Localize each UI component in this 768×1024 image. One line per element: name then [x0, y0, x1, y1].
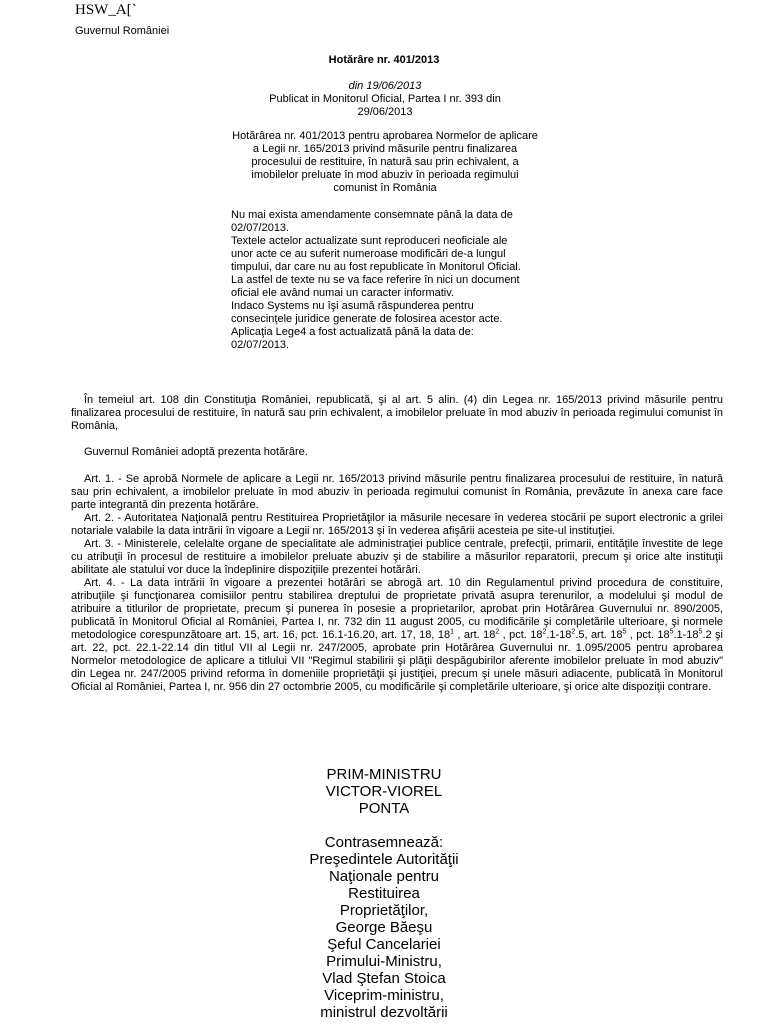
countersign-line: Şeful Cancelariei: [327, 936, 441, 953]
superscript: 5: [669, 628, 674, 636]
legal-basis-text: În temeiul art. 108 din Constituţia României, republicată, şi al art. 5 alin. (4) din Legea nr. 165/2013 privind măsurile pentru finalizarea procesului de restituire, în natură sau prin echivalent, a imobilelor preluate în mod abuziv în perioada regimului comunist în România,: [71, 394, 723, 432]
document-title: Hotărâre nr. 401/2013: [328, 54, 440, 66]
superscript: 1: [450, 628, 454, 636]
spacer: [0, 817, 768, 834]
signatory-role: PRIM-MINISTRU: [326, 766, 442, 783]
issue-date: din 19/06/2013: [348, 80, 422, 92]
document-summary: Hotărârea nr. 401/2013 pentru aprobarea Normelor de aplicare a Legii nr. 165/2013 privind măsurile pentru finalizarea procesului de restituire, în natură sau prin echivalent, a imobilelor preluate în mod abuziv în perioada regimului comunist în România: [232, 130, 538, 194]
signatory-name-1: VICTOR-VIOREL: [325, 783, 443, 800]
superscript: 2: [495, 628, 500, 636]
articles: [71, 473, 723, 694]
article-4-part: .2 şi art. 22, pct. 22.1-22.14 din titlul VII al Legii nr. 247/2005, aprobate prin Hotărârea Guvernului nr. 1.095/2005 pentru aprobarea Normelor metodologice de aplicare a titlului VII "Regimul stabilirii şi plăţii despăgubirilor aferente imobilelor preluate în mod abuziv" din Legea nr. 247/2005 privind reforma în domeniile proprietăţii şi justiţiei, precum şi unele măsuri adiacente, publicată în Monitorul Oficial al României, Partea I, nr. 956 din 27 octombrie 2005, cu modificările şi completările ulterioare, şi orice alte dispoziţii contrare.: [71, 629, 723, 693]
notice-liability: Indaco Systems nu îşi asumă răspunderea pentru consecinţele juridice generate de folosirea acestor acte.: [231, 300, 503, 325]
countersign-line: Naţionale pentru: [328, 868, 440, 885]
superscript: 2: [542, 628, 547, 636]
countersign-line: Primului-Ministru,: [326, 953, 442, 970]
document-code: HSW_A[`: [75, 2, 137, 18]
article-4: [71, 577, 723, 694]
adoption-statement: [71, 446, 723, 459]
countersign-line: Preşedintele Autorităţii: [309, 851, 459, 868]
article-4-part: .5, art. 18: [575, 629, 623, 641]
notice-update: Aplicaţia Lege4 a fost actualizată până la data de: 02/07/2013.: [231, 326, 474, 351]
superscript: 5: [622, 628, 627, 636]
article-4-part: , art. 18: [454, 629, 496, 641]
article-4-part: .1-18: [546, 629, 572, 641]
publication-line-2: 29/06/2013: [357, 106, 413, 118]
superscript: 5: [698, 628, 703, 636]
publication-info: [230, 80, 540, 119]
countersign-line: Vlad Ştefan Stoica: [322, 970, 446, 987]
countersign-line: Proprietăţilor,: [339, 902, 429, 919]
countersign-line: ministrul dezvoltării: [320, 1004, 448, 1021]
article-4-part: , pct. 18: [626, 629, 670, 641]
notice-unofficial: Textele actelor actualizate sunt reproduceri neoficiale ale unor acte ce au suferit numeroase modificări de-a lungul timpului, dar care nu au fost republicate în Monitorul Oficial. La astfel de texte nu se va face referire în nici un document oficial ele având numai un caracter informativ.: [231, 235, 521, 299]
publication-line-1: Publicat in Monitorul Oficial, Partea I nr. 393 din: [269, 93, 501, 105]
article-4-part: .1-18: [673, 629, 699, 641]
article-1: Art. 1. - Se aprobă Normele de aplicare a Legii nr. 165/2013 privind măsurile pentru finalizarea procesului de restituire, în natură sau prin echivalent, a imobilelor preluate în mod abuziv în perioada regimului comunist în România, prevăzute în anexa care face parte integrantă din prezenta hotărâre.: [71, 473, 723, 511]
superscript: 2: [571, 628, 576, 636]
article-2: Art. 2. - Autoritatea Naţională pentru Restituirea Proprietăţilor ia măsurile necesare în vederea stocării pe suport electronic a grilei notariale valabile la data intrării în vigoare a Legii nr. 165/2013 şi în vederea afişării acesteia pe site-ul instituţiei.: [71, 512, 723, 537]
countersign-line: Viceprim-ministru,: [324, 987, 444, 1004]
legal-basis: [71, 394, 723, 433]
countersign-line: Restituirea: [348, 885, 420, 902]
countersign-line: George Băeşu: [335, 919, 433, 936]
signature-block: [0, 766, 768, 1021]
article-3: Art. 3. - Ministerele, celelalte organe de specialitate ale administraţiei publice centrale, prefecţii, primarii, entităţile învestite de lege cu atribuţii în procesul de restituire a imobilelor preluate abuziv şi de stabilire a măsurilor reparatorii, precum şi orice alte instituţii abilitate ale statului vor duce la îndeplinire dispoziţiile prezentei hotărâri.: [71, 538, 723, 576]
issuer-name: Guvernul României: [75, 25, 170, 37]
countersign-label: Contrasemnează:: [324, 834, 444, 851]
adoption-text: Guvernul României adoptă prezenta hotărâre.: [84, 446, 308, 458]
notice-amendments: Nu mai exista amendamente consemnate până la data de 02/07/2013.: [231, 209, 513, 234]
signatory-name-2: PONTA: [358, 800, 410, 817]
article-4-part: Art. 4. - La data intrării în vigoare a prezentei hotărâri se abrogă art. 10 din Regulamentul privind procedura de constituire, atribuţiile şi funcţionarea comisiilor pentru stabilirea dreptului de proprietate privată asupra terenurilor, a modelului şi modul de atribuire a titlurilor de proprietate, precum şi punerea în posesie a proprietarilor, aprobat prin Hotărârea Guvernului nr. 890/2005, publicată în Monitorul Oficial al României, Partea I, nr. 732 din 11 august 2005, cu modificările şi completările ulterioare, şi normele metodologice corespunzătoare art. 15, art. 16, pct. 16.1-16.20, art. 17, 18, 18: [71, 577, 723, 641]
disclaimer-notice: [231, 209, 531, 352]
article-4-part: , pct. 18: [499, 629, 543, 641]
